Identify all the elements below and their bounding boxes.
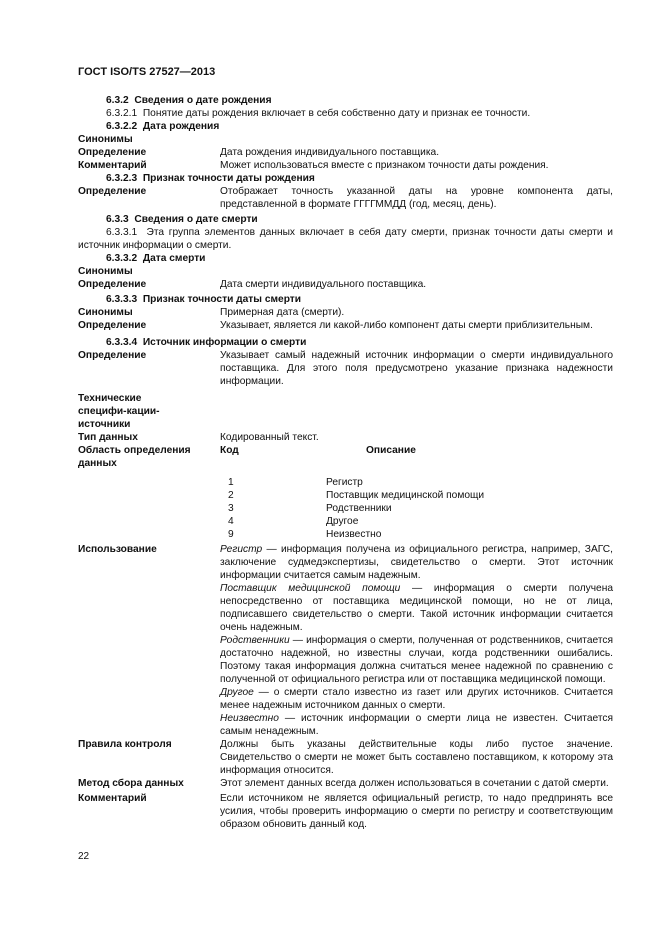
field-label: Синонимы [78, 134, 133, 145]
section-title: Дата смерти [142, 253, 206, 264]
paragraph-text: Понятие даты рождения включает в себя собственно дату и признак ее точности. [142, 108, 531, 119]
field-value: Кодированный текст. [220, 432, 319, 443]
code-table-row [220, 528, 613, 541]
code-description: Регистр [326, 477, 363, 488]
usage-text: — информация получена из официального регистра, например, ЗАГС, заключение судмедэкспертизы, свидетельство о смерти. Этот источник информации считается самым надежным. [220, 544, 613, 581]
code-value: 9 [228, 529, 234, 540]
field-row [78, 185, 613, 211]
section-title: Признак точности даты смерти [142, 294, 302, 305]
section-number: 6.3.3.2 [106, 253, 138, 264]
usage-term: Неизвестно [220, 713, 279, 724]
field-row [78, 543, 613, 738]
page-number: 22 [78, 851, 90, 862]
field-row [78, 133, 613, 146]
code-table-row [220, 515, 613, 528]
field-row [78, 159, 613, 172]
code-column-header: Код [220, 445, 239, 456]
document-content [78, 94, 613, 831]
section-6-3-2-2-heading [78, 120, 613, 133]
field-row [78, 146, 613, 159]
usage-text: — информация о смерти получена непосредственно от поставщика медицинской помощи, но не от лица, подписавшего свидетельство о смерти. Такой источник информации считается очень надежным. [220, 583, 613, 633]
code-table [220, 476, 613, 541]
section-title: Сведения о дате смерти [134, 214, 258, 225]
usage-text: — информация о смерти, полученная от родственников, считается достаточно надежной, но известны случаи, когда родственники ошибались. Поэтому такая информация должна считаться менее надежной по сравнению с полученной от официального регистра или от поставщика медицинской помощи. [220, 635, 613, 685]
document-header: ГОСТ ISO/TS 27527—2013 [78, 66, 216, 78]
field-row [78, 738, 613, 777]
usage-term: Другое [220, 687, 254, 698]
section-title: Сведения о дате рождения [134, 95, 272, 106]
code-table-row [220, 476, 613, 489]
field-label: Определение [78, 279, 147, 290]
field-value: Если источником не является официальный регистр, то надо предпринять все усилия, чтобы проверить информацию о смерти по регистру и соответствующим образом обновить данный код. [220, 793, 613, 830]
field-label: Тип данных [78, 432, 138, 443]
usage-term: Регистр [220, 544, 263, 555]
field-value: Указывает самый надежный источник информации о смерти индивидуального поставщика. Для этого поля предусмотрено указание признака надежности информации. [220, 350, 613, 387]
field-value: Указывает, является ли какой-либо компонент даты смерти приблизительным. [220, 320, 593, 331]
field-row [78, 319, 613, 332]
section-6-3-3-3-heading [78, 293, 613, 306]
usage-text: — источник информации о смерти лица не известен. Считается самым ненадежным. [220, 713, 613, 737]
field-value: Дата смерти индивидуального поставщика. [220, 279, 427, 290]
field-label: Правила контроля [78, 739, 172, 750]
field-value: Отображает точность указанной даты на уровне компонента даты, представленной в формате ГГГГММДД (год, месяц, день). [220, 186, 613, 210]
field-label: Определение [78, 186, 147, 197]
field-label: Синонимы [78, 266, 133, 277]
section-title: Признак точности даты рождения [142, 173, 315, 184]
field-value: Примерная дата (смерти). [220, 307, 345, 318]
paragraph-text: Эта группа элементов данных включает в себя дату смерти, признак точности даты смерти и источник информации о смерти. [78, 227, 613, 251]
usage-term: Родственники [220, 635, 290, 646]
section-6-3-3-heading [78, 213, 613, 226]
field-value: Должны быть указаны действительные коды либо пустое значение. Свидетельство о смерти не может быть составлено поставщиком, к которому эта информация относится. [220, 739, 613, 776]
usage-item [220, 634, 613, 686]
usage-item [220, 582, 613, 634]
usage-term: Поставщик медицинской помощи [220, 583, 401, 594]
section-number: 6.3.2.1 [106, 108, 138, 119]
code-description: Неизвестно [326, 529, 382, 540]
field-label: Комментарий [78, 160, 147, 171]
field-row [78, 349, 613, 388]
code-value: 4 [228, 516, 234, 527]
field-label: Метод сбора данных [78, 778, 184, 789]
code-table-row [220, 502, 613, 515]
field-value [220, 265, 613, 278]
field-value: Этот элемент данных всегда должен использоваться в сочетании с датой смерти. [220, 778, 609, 789]
description-column-header: Описание [366, 445, 416, 456]
field-label: Использование [78, 544, 157, 555]
field-label: Синонимы [78, 307, 133, 318]
field-label: Технические специфи-кации-источники [78, 393, 160, 430]
section-number: 6.3.2.3 [106, 173, 138, 184]
section-number: 6.3.2 [106, 95, 129, 106]
usage-item [220, 543, 613, 582]
code-value: 3 [228, 503, 234, 514]
section-6-3-2-1 [78, 107, 613, 120]
usage-item [220, 686, 613, 712]
section-title: Дата рождения [142, 121, 220, 132]
section-number: 6.3.2.2 [106, 121, 138, 132]
section-number: 6.3.3.1 [106, 227, 138, 238]
field-label: Область определения данных [78, 445, 191, 469]
section-title: Источник информации о смерти [142, 337, 307, 348]
section-6-3-2-heading [78, 94, 613, 107]
code-description: Поставщик медицинской помощи [326, 490, 485, 501]
section-number: 6.3.3 [106, 214, 129, 225]
field-row [78, 265, 613, 278]
code-table-header [220, 444, 613, 470]
code-value: 2 [228, 490, 234, 501]
field-row [78, 392, 613, 431]
section-6-3-3-2-heading [78, 252, 613, 265]
code-value: 1 [228, 477, 234, 488]
usage-text: — о смерти стало известно из газет или других источников. Считается менее надежным источником данных о смерти. [220, 687, 613, 711]
code-description: Другое [326, 516, 359, 527]
field-row [78, 777, 613, 790]
section-number: 6.3.3.4 [106, 337, 138, 348]
field-label: Определение [78, 320, 147, 331]
field-value: Может использоваться вместе с признаком точности даты рождения. [220, 160, 549, 171]
field-row [78, 792, 613, 831]
field-value [220, 133, 613, 146]
field-row [78, 431, 613, 444]
field-row [78, 278, 613, 291]
usage-item [220, 712, 613, 738]
field-value: Дата рождения индивидуального поставщика. [220, 147, 440, 158]
section-number: 6.3.3.3 [106, 294, 138, 305]
code-description: Родственники [326, 503, 392, 514]
section-6-3-3-1 [78, 226, 613, 252]
section-6-3-3-4-heading [78, 336, 613, 349]
field-label: Определение [78, 350, 147, 361]
field-row [78, 306, 613, 319]
section-6-3-2-3-heading [78, 172, 613, 185]
code-table-row [220, 489, 613, 502]
field-value [220, 392, 613, 431]
field-label: Комментарий [78, 793, 147, 804]
field-label: Определение [78, 147, 147, 158]
usage-list [220, 543, 613, 738]
field-row [78, 444, 613, 470]
